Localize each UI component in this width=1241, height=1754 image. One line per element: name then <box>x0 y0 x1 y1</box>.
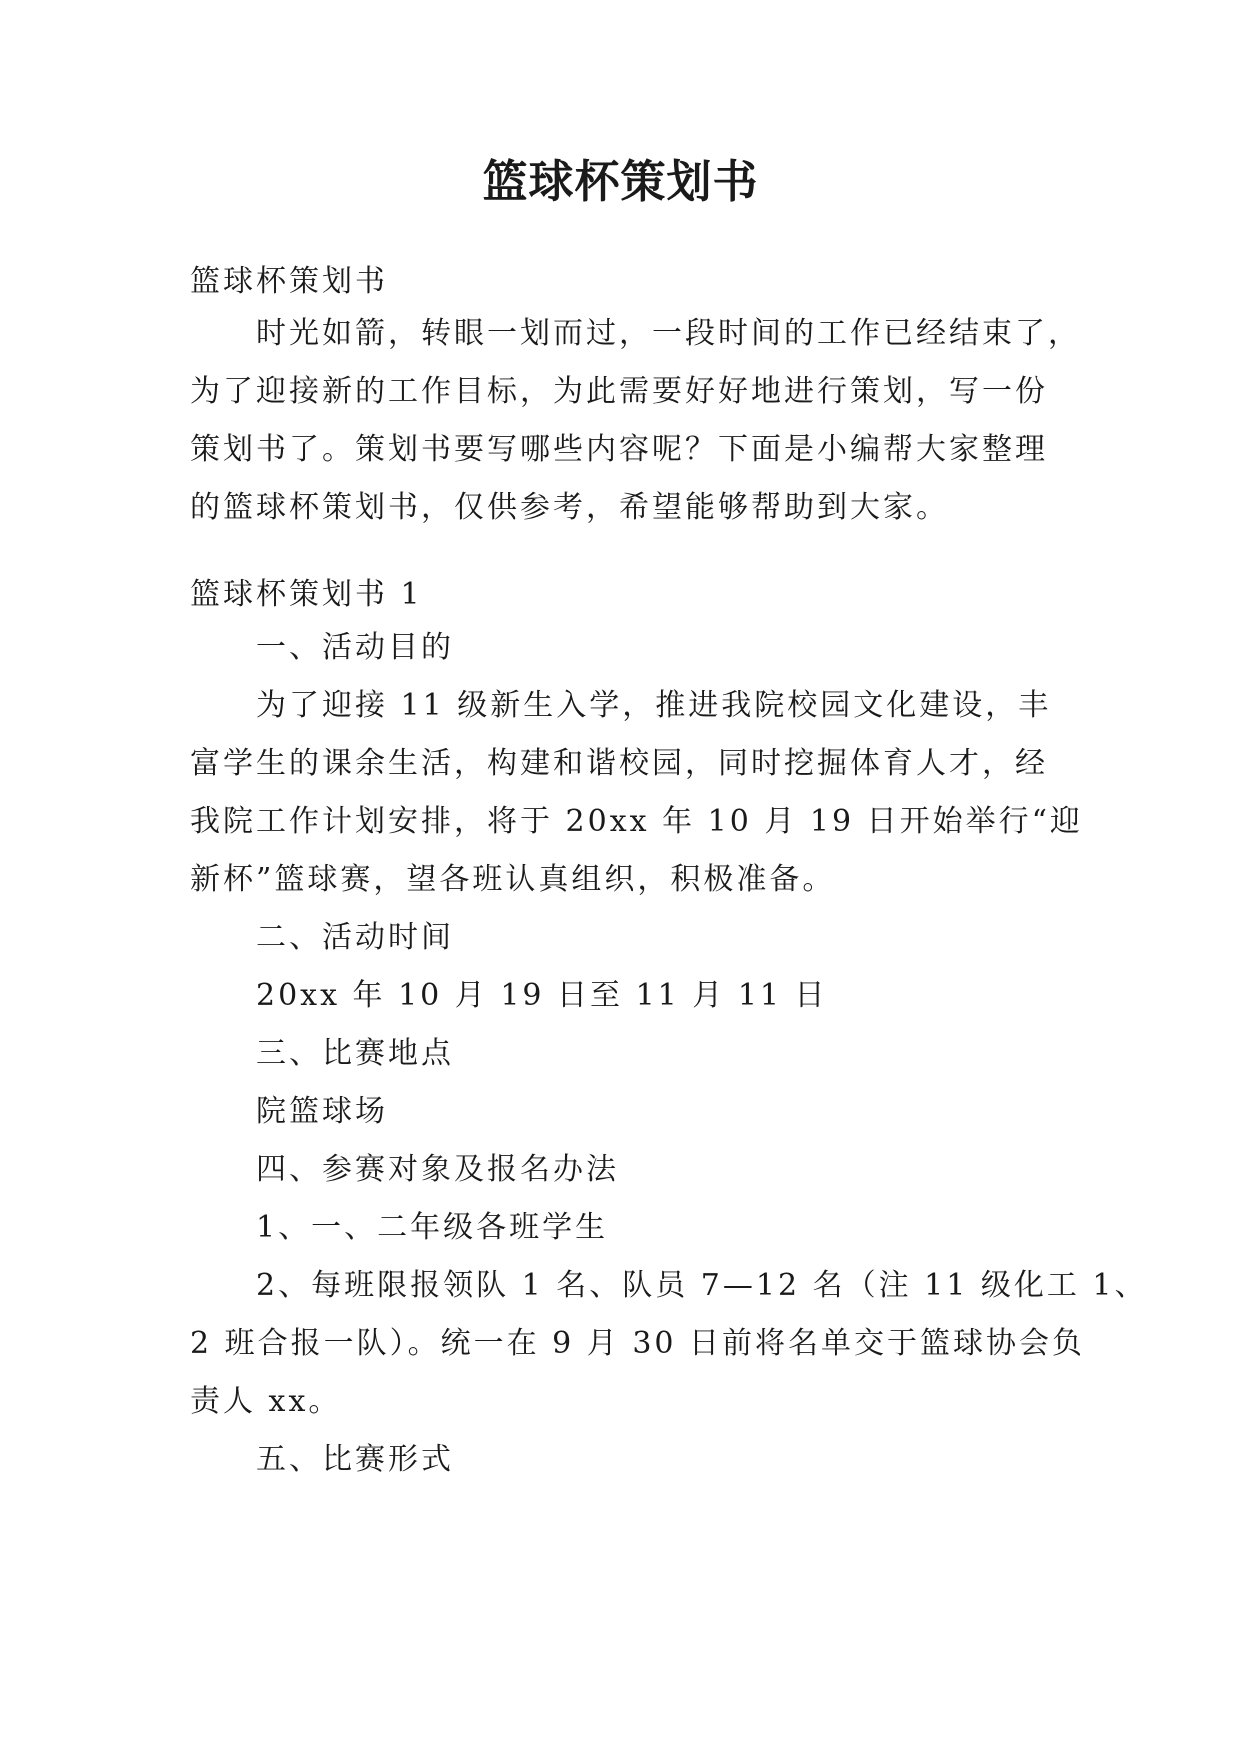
purpose-line: 新杯”篮球赛，望各班认真组织，积极准备。 <box>190 862 836 897</box>
purpose-line: 我院工作计划安排，将于 20xx 年 10 月 19 日开始举行“迎 <box>190 804 1083 839</box>
purpose-section <box>190 619 1148 1489</box>
participants-item-2-line: 责人 xx。 <box>190 1384 342 1419</box>
participants-item-1: 1、一、二年级各班学生 <box>256 1210 609 1245</box>
heading-purpose: 一、活动目的 <box>256 630 454 665</box>
document-title: 篮球杯策划书 <box>482 155 759 208</box>
subtitle-text: 篮球杯策划书 <box>190 264 388 299</box>
intro-line: 时光如箭，转眼一划而过，一段时间的工作已经结束了， <box>256 316 1081 351</box>
participants-item-2-line: 2、每班限报领队 1 名、队员 7—12 名（注 11 级化工 1、 <box>256 1268 1148 1303</box>
heading-participants: 四、参赛对象及报名办法 <box>256 1152 619 1187</box>
time-text: 20xx 年 10 月 19 日至 11 月 11 日 <box>256 978 828 1013</box>
heading-format: 五、比赛形式 <box>256 1442 454 1477</box>
purpose-line: 富学生的课余生活，构建和谐校园，同时挖掘体育人才，经 <box>190 746 1048 781</box>
intro-line: 的篮球杯策划书，仅供参考，希望能够帮助到大家。 <box>190 490 949 525</box>
heading-time: 二、活动时间 <box>256 920 454 955</box>
intro-line: 策划书了。策划书要写哪些内容呢？下面是小编帮大家整理 <box>190 432 1048 467</box>
heading-location: 三、比赛地点 <box>256 1036 454 1071</box>
section-title-text: 篮球杯策划书 1 <box>190 577 423 612</box>
subtitle <box>190 253 1065 311</box>
section-title <box>190 566 1065 624</box>
participants-item-2-line: 2 班合报一队）。统一在 9 月 30 日前将名单交于篮球协会负 <box>190 1326 1086 1361</box>
intro-line: 为了迎接新的工作目标，为此需要好好地进行策划，写一份 <box>190 374 1048 409</box>
intro-paragraph <box>190 305 1081 537</box>
location-text: 院篮球场 <box>256 1094 388 1129</box>
purpose-line: 为了迎接 11 级新生入学，推进我院校园文化建设，丰 <box>256 688 1052 723</box>
